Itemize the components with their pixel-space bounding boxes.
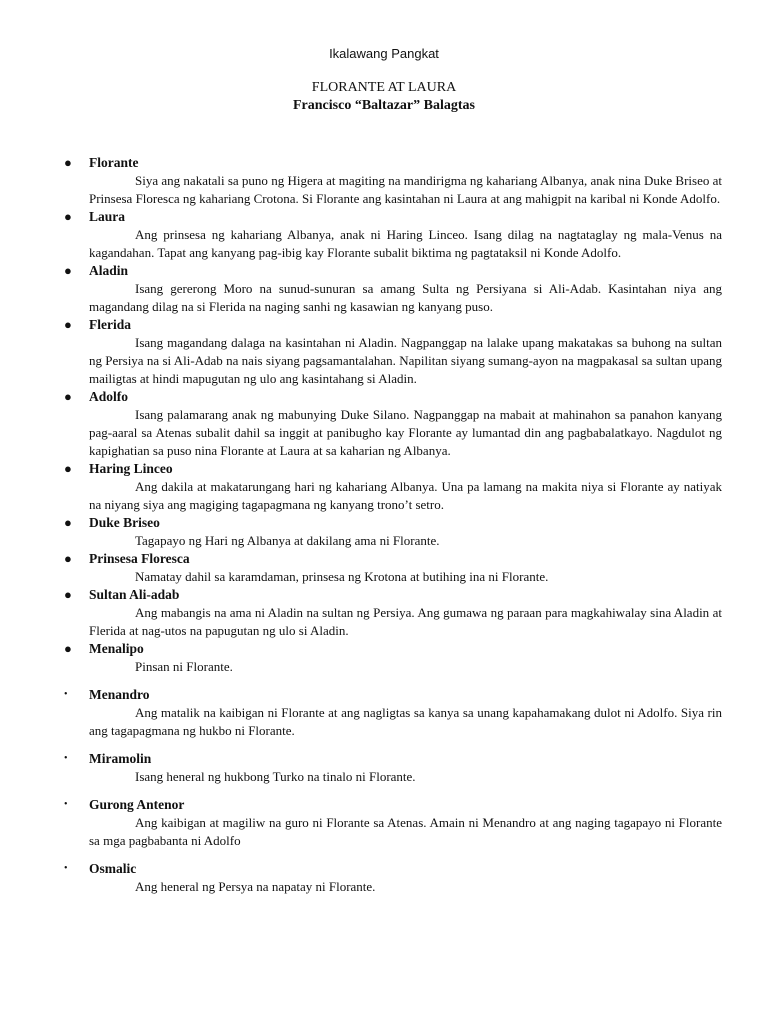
list-item [0,750,768,786]
character-name: Florante [89,155,139,170]
list-item [0,640,768,676]
character-description: Tagapayo ng Hari ng Albanya at dakilang ama ni Florante. [135,533,440,548]
character-description: Isang heneral ng hukbong Turko na tinalo ni Florante. [135,769,416,784]
spacer [0,740,768,750]
character-description: Ang heneral ng Persya na napatay ni Florante. [135,879,376,894]
bullet-icon: • [64,799,68,810]
character-name: Haring Linceo [89,461,173,476]
header [0,46,768,61]
bullet-icon: ● [64,551,72,566]
bullet-icon: • [64,753,68,764]
list-item [0,262,768,316]
list-item [0,860,768,896]
character-description: Isang palamarang anak ng mabunying Duke Silano. Nagpanggap na mabait at mahinahon sa panahon kanyang pag-aaral sa Atenas subalit dahil sa inggit at panibugho kay Florante ay lumantad din ang pagbabalatkayo. Nagdulot ng kapighatian sa puso nina Florante at Laura at sa kaharian ng Albanya. [89,407,722,458]
bullet-icon: • [64,863,68,874]
bullet-icon: ● [64,641,72,656]
bullet-icon: ● [64,263,72,278]
group-label: Ikalawang Pangkat [329,46,439,61]
character-description: Ang prinsesa ng kahariang Albanya, anak ni Haring Linceo. Isang dilag na nagtataglay ng mala-Venus na kagandahan. Tapat ang kanyang pag-ibig kay Florante subalit biktima ng pagtataksil ni Konde Adolfo. [89,227,722,260]
character-name: Gurong Antenor [89,797,185,812]
character-description: Isang gererong Moro na sunud-sunuran sa amang Sulta ng Persiyana si Ali-Adab. Kasintahan niya ang magandang dilag na si Flerida na naging sanhi ng kasawian ng kanyang puso. [89,281,722,314]
bullet-icon: ● [64,317,72,332]
character-name: Miramolin [89,751,152,766]
bullet-icon: • [64,689,68,700]
document-title: FLORANTE AT LAURA [311,80,457,95]
bullet-icon: ● [64,209,72,224]
character-description: Ang mabangis na ama ni Aladin na sultan ng Persiya. Ang gumawa ng paraan para magkahiwalay sina Aladin at Flerida at nag-utos na papugutan ng ulo si Aladin. [89,605,722,638]
character-name: Flerida [89,317,131,332]
character-name: Sultan Ali-adab [89,587,180,602]
list-item [0,686,768,740]
bullet-icon: ● [64,389,72,404]
bullet-icon: ● [64,587,72,602]
character-name: Aladin [89,263,129,278]
bullet-icon: ● [64,515,72,530]
character-name: Duke Briseo [89,515,160,530]
list-item [0,316,768,388]
character-description: Namatay dahil sa karamdaman, prinsesa ng Krotona at butihing ina ni Florante. [135,569,549,584]
spacer [0,786,768,796]
bullet-icon: ● [64,461,72,476]
list-item [0,388,768,460]
character-description: Ang dakila at makatarungang hari ng kahariang Albanya. Una pa lamang na makita niya si Florante ay natiyak na niyang siya ang magiging tagapagmana ng kanyang trono’t setro. [89,479,722,512]
spacer [0,676,768,686]
character-name: Osmalic [89,861,137,876]
list-item [0,796,768,850]
character-name: Menalipo [89,641,144,656]
list-item [0,154,768,208]
character-name: Laura [89,209,126,224]
character-description: Ang kaibigan at magiliw na guro ni Florante sa Atenas. Amain ni Menandro at ang naging tagapayo ni Florante sa mga pagbabanta ni Adolfo [89,815,722,848]
list-item [0,460,768,514]
spacer [0,850,768,860]
bullet-icon: ● [64,155,72,170]
character-description: Pinsan ni Florante. [135,659,233,674]
character-name: Prinsesa Floresca [89,551,190,566]
character-description: Isang magandang dalaga na kasintahan ni Aladin. Nagpanggap na lalake upang makatakas sa buhong na sultan ng Persiya na si Ali-Adab na nais siyang pagsamantalahan. Napilitan siyang sumang-ayon na magpakasal sa sultan upang mailigtas at hindi mapugutan ng ulo ang kasintahang si Aladin. [89,335,722,386]
character-name: Menandro [89,687,150,702]
list-item [0,208,768,262]
character-list [0,154,768,896]
character-name: Adolfo [89,389,129,404]
document-author: Francisco “Baltazar” Balagtas [293,98,475,113]
character-description: Ang matalik na kaibigan ni Florante at ang nagligtas sa kanya sa unang kapahamakang dulot ni Adolfo. Siya rin ang tagapagmana ng hukbo ni Florante. [89,705,722,738]
list-item [0,550,768,586]
list-item [0,586,768,640]
character-description: Siya ang nakatali sa puno ng Higera at magiting na mandirigma ng kahariang Albanya, anak nina Duke Briseo at Prinsesa Floresca ng kahariang Crotona. Si Florante ang kasintahan ni Laura at ang mahigpit na karibal ni Konde Adolfo. [89,173,722,206]
list-item [0,514,768,550]
